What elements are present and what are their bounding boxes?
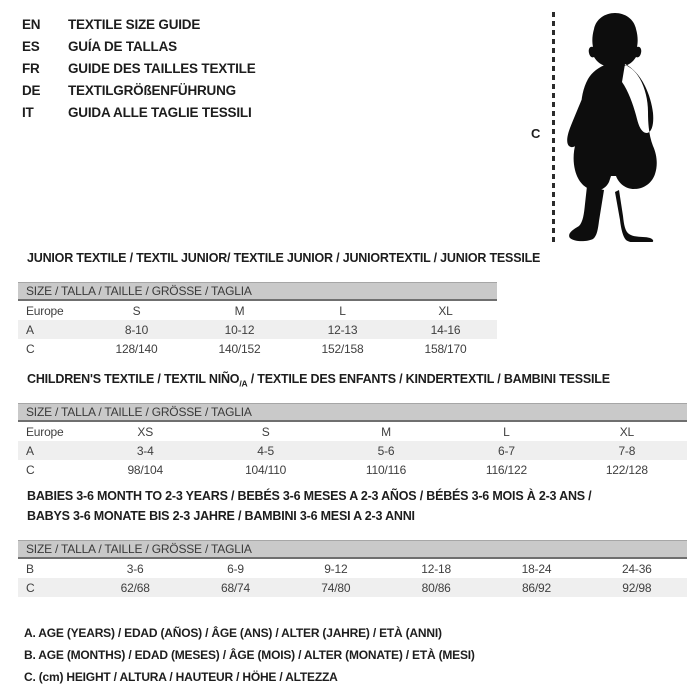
lang-code: DE [22, 82, 41, 98]
lang-row-de [22, 79, 256, 101]
size-header-bar: SIZE / TALLA / TAILLE / GRÖSSE / TAGLIA [18, 282, 497, 301]
lang-row-fr [22, 57, 256, 79]
table-cell: 6-9 [227, 561, 244, 576]
table-cell: 3-6 [126, 561, 144, 576]
table-cell: 158/170 [424, 341, 467, 356]
footnote-a: A. AGE (YEARS) / EDAD (AÑOS) / ÂGE (ANS) / ALTER (JAHRE) / ETÀ (ANNI) [24, 626, 442, 640]
section-junior-title [27, 251, 540, 268]
table-row [18, 301, 497, 320]
table-cell: 92/98 [622, 580, 652, 595]
table-cell: 14-16 [430, 322, 461, 337]
footnotes [24, 626, 475, 692]
table-cell: 10-12 [224, 322, 255, 337]
lang-row-es [22, 35, 256, 57]
table-cell: 3-4 [136, 443, 154, 458]
table-cell: XL [619, 424, 634, 439]
table-body [18, 559, 687, 597]
section-babies-title-line1: BABIES 3-6 MONTH TO 2-3 YEARS / BEBÉS 3-6 MESES A 2-3 AÑOS / BÉBÉS 3-6 MOIS À 2-3 ANS / [27, 489, 592, 503]
lang-row-en [22, 13, 256, 35]
lang-code: EN [22, 16, 41, 32]
table-cell: 7-8 [618, 443, 636, 458]
table-row [18, 559, 687, 578]
table-cell: 98/104 [127, 462, 163, 477]
lang-code: IT [22, 104, 34, 120]
row-label: A [26, 443, 34, 458]
table-cell: M [381, 424, 391, 439]
table-cell: 104/110 [245, 462, 287, 477]
size-header-bar: SIZE / TALLA / TAILLE / GRÖSSE / TAGLIA [18, 403, 687, 422]
row-label: C [26, 462, 35, 477]
table-row [18, 460, 687, 479]
table-cell: S [132, 303, 141, 318]
lang-label: GUIDA ALLE TAGLIE TESSILI [68, 104, 252, 120]
size-header-bar: SIZE / TALLA / TAILLE / GRÖSSE / TAGLIA [18, 540, 687, 559]
row-label: A [26, 322, 34, 337]
table-cell: 12-13 [327, 322, 358, 337]
table-cell: XS [137, 424, 153, 439]
lang-label: TEXTILE SIZE GUIDE [68, 16, 201, 32]
table-cell: 18-24 [521, 561, 552, 576]
row-label: C [26, 580, 35, 595]
lang-code: FR [22, 60, 40, 76]
table-row [18, 441, 687, 460]
table-cell: 86/92 [521, 580, 551, 595]
lang-label: GUIDE DES TAILLES TEXTILE [68, 60, 256, 76]
table-cell: L [339, 303, 346, 318]
table-row [18, 320, 497, 339]
footnote-c: C. (cm) HEIGHT / ALTURA / HAUTEUR / HÖHE / ALTEZZA [24, 670, 338, 684]
height-measure-dashed-line [552, 12, 555, 244]
table-cell: 128/140 [115, 341, 158, 356]
footnote-b: B. AGE (MONTHS) / EDAD (MESES) / ÂGE (MOIS) / ALTER (MONATE) / ETÀ (MESI) [24, 648, 475, 662]
title-text: JUNIOR TEXTILE / TEXTIL JUNIOR/ TEXTILE JUNIOR / JUNIORTEXTIL / JUNIOR TESSILE [27, 251, 541, 265]
lang-code: ES [22, 38, 40, 54]
language-title-list [22, 13, 256, 123]
table-cell: S [261, 424, 270, 439]
table-cell: 140/152 [218, 341, 261, 356]
height-measure-label: C [531, 126, 541, 141]
title-subscript: /A [239, 378, 248, 389]
toddler-silhouette-icon [563, 12, 663, 242]
table-cell: XL [438, 303, 453, 318]
table-cell: 24-36 [621, 561, 652, 576]
table-cell: M [234, 303, 245, 318]
table-cell: 80/86 [421, 580, 451, 595]
lang-label: GUÍA DE TALLAS [68, 38, 177, 54]
table-row [18, 339, 497, 358]
table-cell: L [503, 424, 510, 439]
table-cell: 74/80 [321, 580, 351, 595]
table-body [18, 301, 497, 358]
children-size-table [18, 403, 687, 479]
section-babies-title-line2: BABYS 3-6 MONATE BIS 2-3 JAHRE / BAMBINI 3-6 MESI A 2-3 ANNI [27, 509, 415, 523]
table-row [18, 578, 687, 597]
babies-size-table [18, 540, 687, 597]
lang-row-it [22, 101, 256, 123]
row-label: C [26, 341, 35, 356]
table-body [18, 422, 687, 479]
row-label: Europe [26, 424, 64, 439]
table-row [18, 422, 687, 441]
title-text: CHILDREN'S TEXTILE / TEXTIL NIÑO [27, 372, 240, 386]
section-children-title [27, 372, 610, 389]
row-label: B [26, 561, 34, 576]
table-cell: 5-6 [377, 443, 395, 458]
title-text: / TEXTILE DES ENFANTS / KINDERTEXTIL / BAMBINI TESSILE [247, 372, 610, 386]
row-label: Europe [26, 303, 64, 318]
table-cell: 6-7 [498, 443, 515, 458]
table-cell: 116/122 [485, 462, 527, 477]
table-cell: 9-12 [324, 561, 348, 576]
table-cell: 4-5 [257, 443, 274, 458]
table-cell: 62/68 [120, 580, 150, 595]
table-cell: 152/158 [321, 341, 364, 356]
junior-size-table [18, 282, 497, 358]
table-cell: 122/128 [605, 462, 648, 477]
lang-label: TEXTILGRÖßENFÜHRUNG [68, 82, 236, 98]
table-cell: 68/74 [220, 580, 250, 595]
table-cell: 8-10 [124, 322, 149, 337]
table-cell: 12-18 [421, 561, 451, 576]
table-cell: 110/116 [365, 462, 407, 477]
